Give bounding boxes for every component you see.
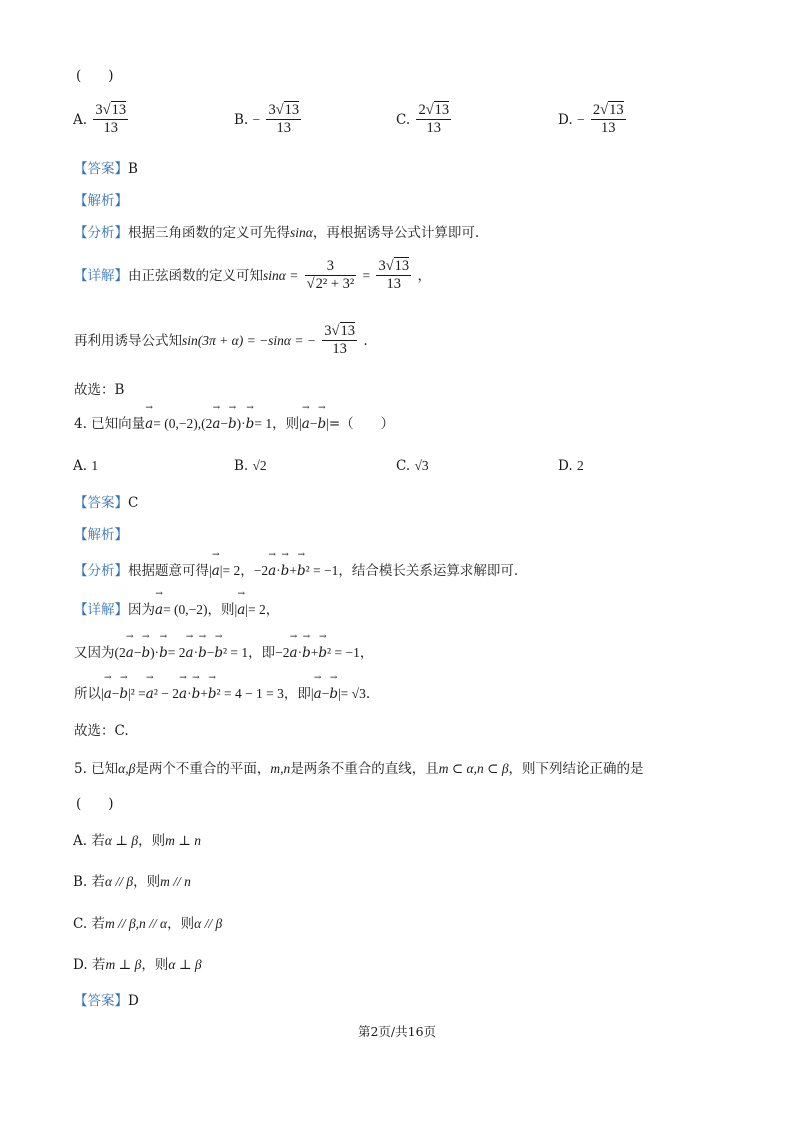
q4-detail-3: 所以|→ a−→ b|² =→ a² − 2→ a·→ b+→ b² = 4 − 1 = 3，即|→ a−→ b|= √3. [74,684,370,704]
q4-stem: 4. 已知向量→ a= (0,−2),(2→ a−→ b)·→ b= 1，则|→ a−→ b|=（ ） [74,414,394,434]
q3-answer: 【答案】B [74,161,138,177]
q4-option-b: B. √2 [234,458,267,474]
q4-option-a: A. 1 [73,458,99,474]
q5-stem: 5. 已知α,β是两个不重合的平面，m,n是两条不重合的直线，且m ⊂ α,n ⊂ β，则下列结论正确的是 [74,761,644,777]
q3-option-a: A. $\frac{3√13}{13}$ [73,102,127,136]
q5-paren: ( ) [76,796,114,812]
q4-fenxi: 【分析】根据题意可得|→ a|= 2，−2→ a·→ b+→ b² = −1，结合模长关系运算求解即可. [74,561,518,581]
page-footer: 第2页/共16页 [357,1024,437,1039]
q4-choose: 故选：C. [74,723,129,739]
q3-choose: 故选：B [74,382,125,398]
q3-option-d: D. − $\frac{2√13}{13}$ [558,102,624,136]
q5-option-d: D. 若m ⊥ β，则α ⊥ β [73,957,202,973]
q5-answer: 【答案】D [74,993,139,1009]
q3-detail: 【详解】由正弦函数的定义可知sinα = $\frac{3}{\text{√2² + 3²}}$ = $\frac{3√13}{13}$ ， [74,258,431,292]
q5-option-b: B. 若α // β，则m // n [73,874,191,890]
q3-option-b: B. − $\frac{3√13}{13}$ [234,102,300,136]
q3-option-c: C. $\frac{2√13}{13}$ [396,102,450,136]
q4-option-d: D. 2 [558,458,584,474]
q3-detail-line2: 再利用诱导公式知sin(3π + α) = −sinα = − $\frac{3√13}{13}$ . [74,323,368,357]
q3-fenxi: 【分析】根据三角函数的定义可先得sinα，再根据诱导公式计算即可. [74,225,480,241]
q4-analysis-label: 【解析】 [74,527,128,543]
q4-answer: 【答案】C [74,495,139,511]
q5-option-c: C. 若m // β,n // α，则α // β [73,916,223,932]
q4-option-c: C. √3 [396,458,429,474]
q3-paren: ( ) [76,68,114,84]
q5-option-a: A. 若α ⊥ β，则m ⊥ n [73,833,202,849]
q4-detail-2: 又因为(2→ a−→ b)·→ b= 2→ a·→ b−→ b² = 1，即−2→ a·→ b+→ b² = −1， [74,643,373,663]
q4-detail-1: 【详解】因为→ a= (0,−2)，则|→ a|= 2， [74,600,279,620]
q3-analysis-label: 【解析】 [74,193,128,209]
